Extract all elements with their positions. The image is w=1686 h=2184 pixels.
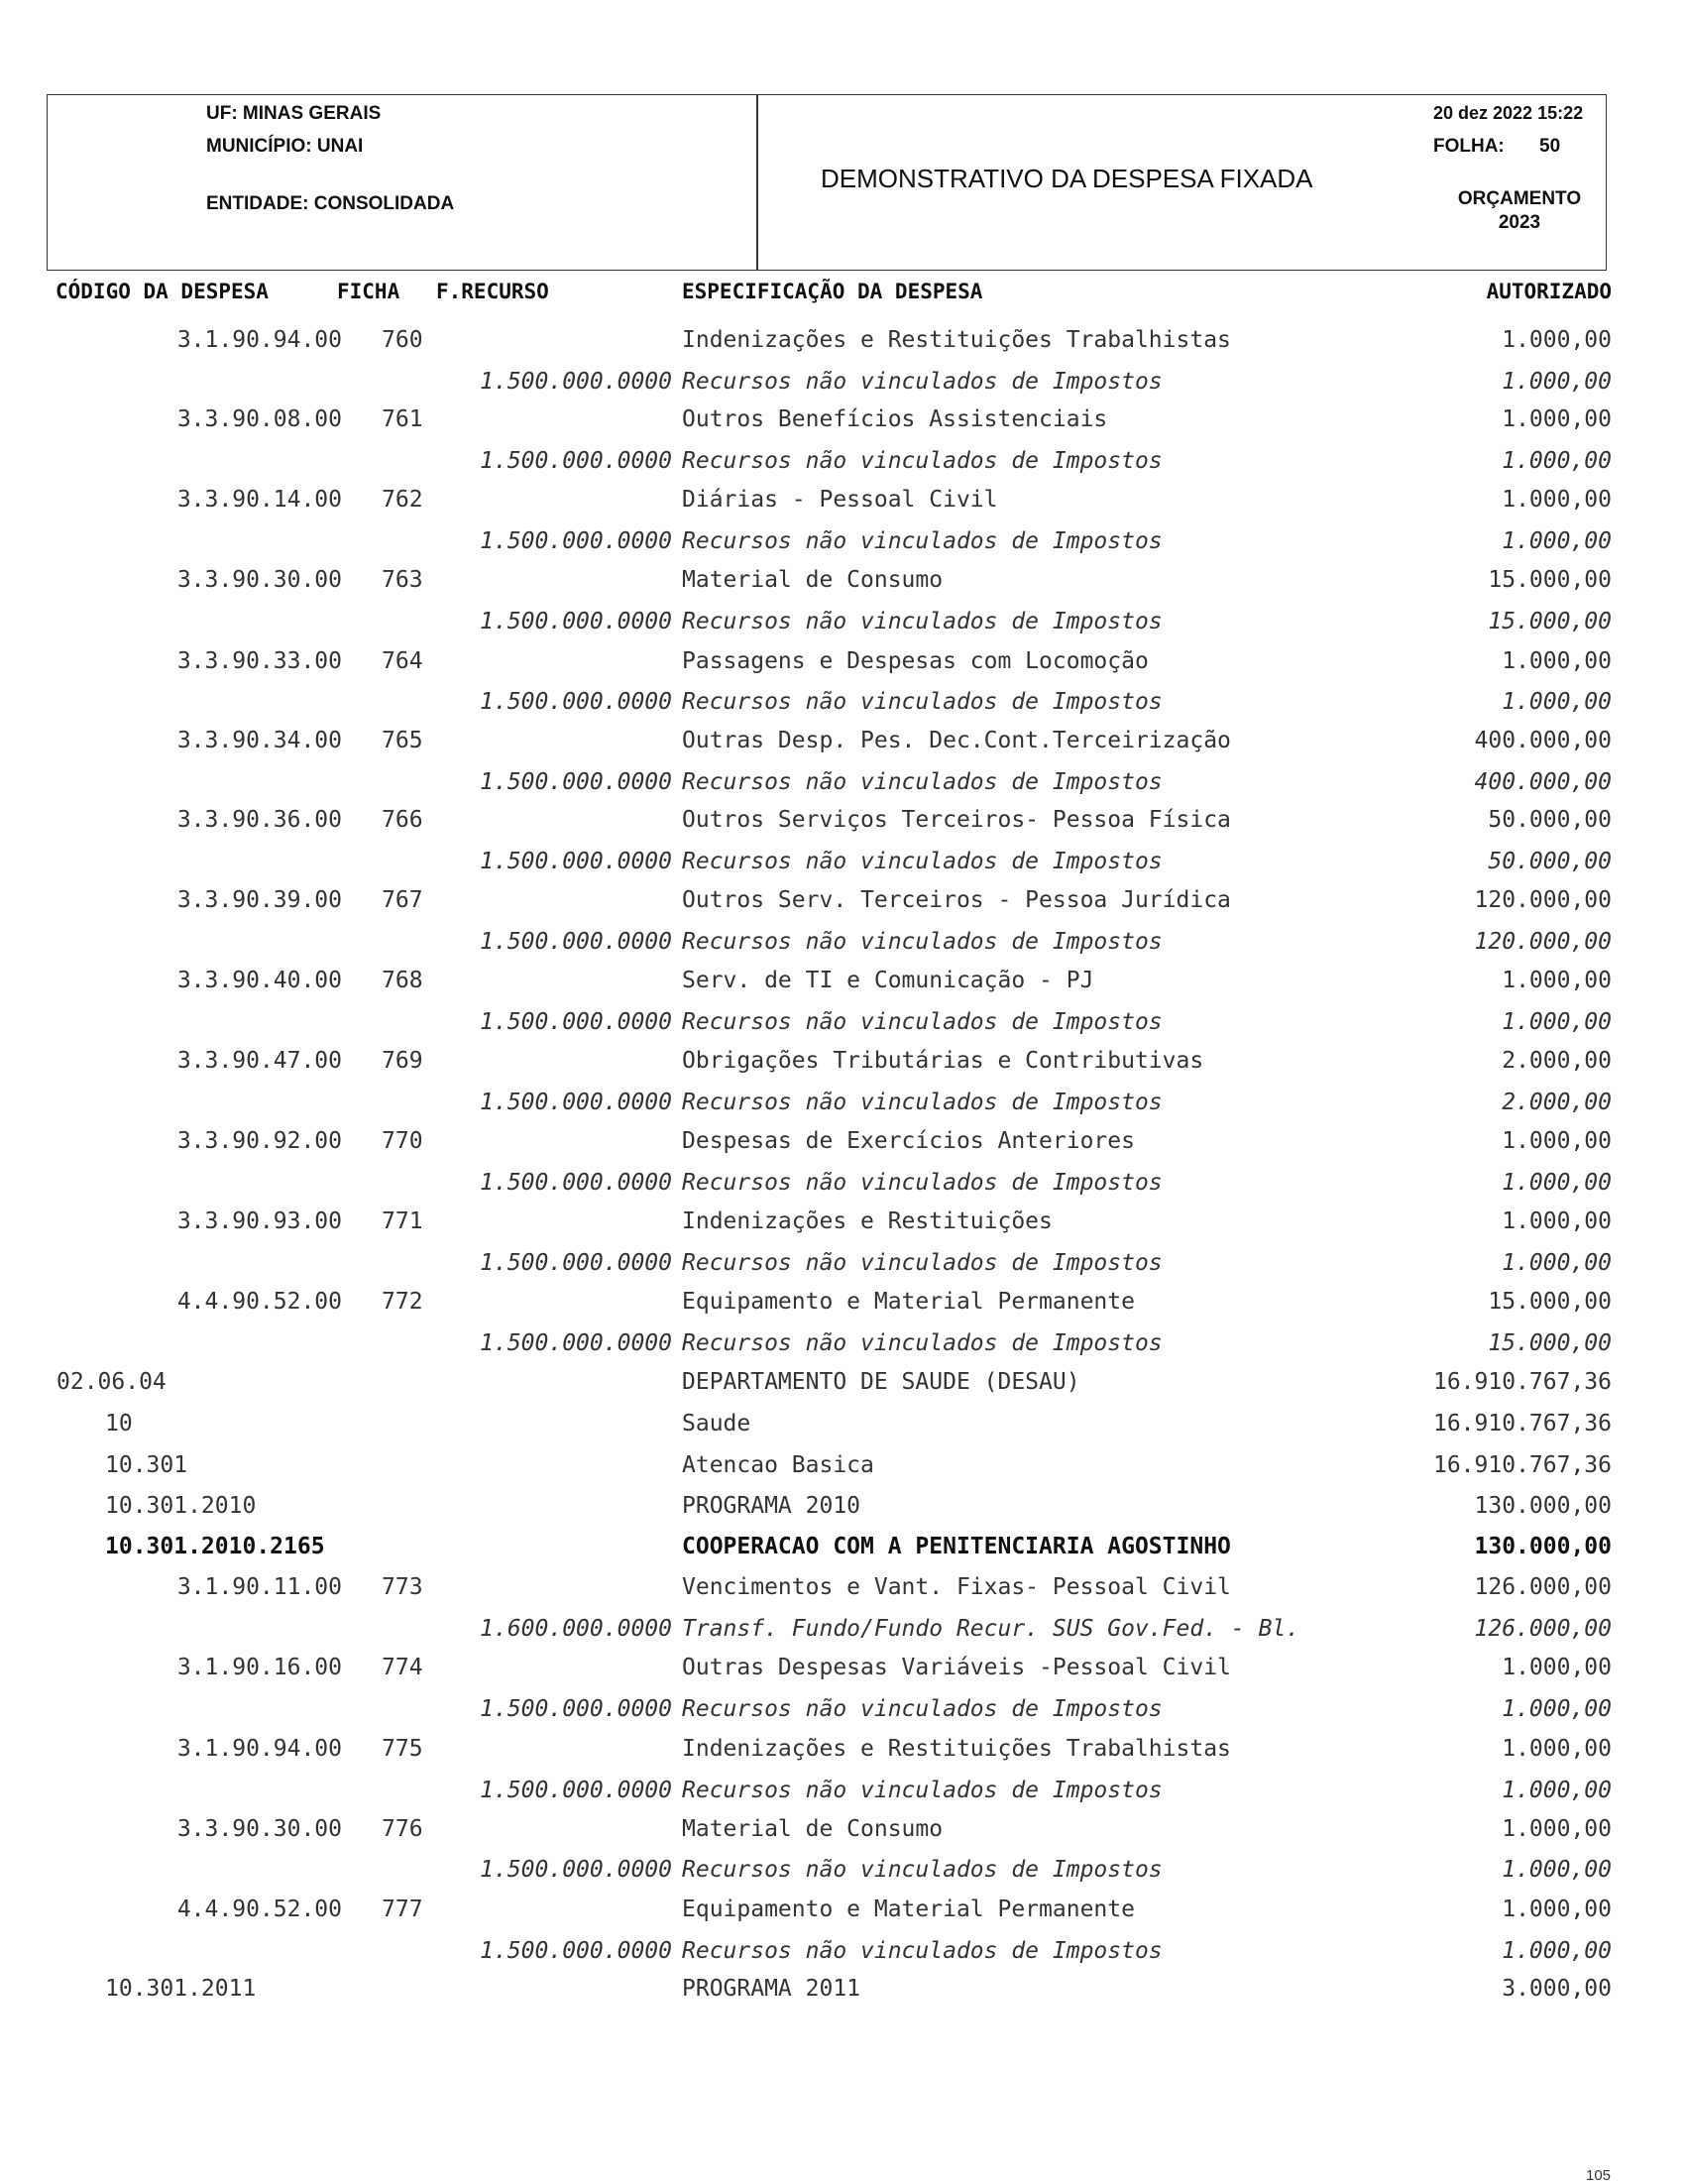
ficha-number: 767: [382, 887, 423, 913]
funding-source-code: 1.500.000.0000: [480, 1778, 672, 1803]
expense-code: 3.3.90.30.00: [176, 1816, 342, 1842]
funding-source-description: Recursos não vinculados de Impostos: [682, 929, 1163, 955]
expense-code: 3.3.90.34.00: [176, 728, 342, 753]
unit-row: [0, 1976, 1686, 2006]
funding-source-code: 1.500.000.0000: [480, 1009, 672, 1035]
funding-source-value: 1.000,00: [1502, 689, 1612, 715]
funding-source-description: Recursos não vinculados de Impostos: [682, 1090, 1163, 1115]
authorized-value: 1.000,00: [1502, 1736, 1612, 1762]
authorized-value: 2.000,00: [1502, 1048, 1612, 1074]
funding-source-description: Recursos não vinculados de Impostos: [682, 1250, 1163, 1276]
expense-item-row: [0, 887, 1686, 917]
authorized-value: 400.000,00: [1474, 728, 1612, 753]
expense-item-row: [0, 1048, 1686, 1078]
unit-description: PROGRAMA 2010: [682, 1493, 861, 1519]
expense-item-row: [0, 968, 1686, 997]
funding-source-description: Recursos não vinculados de Impostos: [682, 369, 1163, 395]
funding-source-code: 1.500.000.0000: [480, 1938, 672, 1964]
expense-item-row: [0, 327, 1686, 357]
expense-item-row: [0, 1289, 1686, 1319]
expense-description: Passagens e Despesas com Locomoção: [682, 648, 1149, 674]
funding-source-description: Recursos não vinculados de Impostos: [682, 528, 1163, 554]
expense-description: Outros Serv. Terceiros - Pessoa Jurídica: [682, 887, 1231, 913]
funding-source-row: [0, 929, 1686, 959]
ficha-number: 769: [382, 1048, 423, 1074]
ficha-number: 777: [382, 1897, 423, 1922]
funding-source-code: 1.500.000.0000: [480, 1090, 672, 1115]
page-number: 105: [1586, 2167, 1612, 2184]
unit-value: 130.000,00: [1474, 1534, 1612, 1559]
funding-source-description: Recursos não vinculados de Impostos: [682, 769, 1163, 795]
municipio-label: MUNICÍPIO: UNAI: [206, 136, 364, 157]
expense-code: 3.3.90.47.00: [176, 1048, 342, 1074]
authorized-value: 1.000,00: [1502, 1655, 1612, 1680]
funding-source-row: [0, 1938, 1686, 1968]
expense-code: 3.3.90.08.00: [176, 406, 342, 432]
unit-value: 130.000,00: [1474, 1493, 1612, 1519]
expense-code: 3.1.90.16.00: [176, 1655, 342, 1680]
funding-source-description: Recursos não vinculados de Impostos: [682, 609, 1163, 634]
expense-description: Diárias - Pessoal Civil: [682, 487, 998, 513]
authorized-value: 1.000,00: [1502, 406, 1612, 432]
expense-item-row: [0, 1736, 1686, 1766]
funding-source-row: [0, 1857, 1686, 1887]
expense-item-row: [0, 487, 1686, 517]
expense-description: Vencimentos e Vant. Fixas- Pessoal Civil: [682, 1574, 1231, 1600]
funding-source-description: Recursos não vinculados de Impostos: [682, 1696, 1163, 1722]
column-header-ficha: FICHA: [337, 280, 400, 303]
expense-code: 4.4.90.52.00: [176, 1289, 342, 1315]
funding-source-code: 1.500.000.0000: [480, 929, 672, 955]
funding-source-value: 50.000,00: [1488, 849, 1612, 874]
expense-description: Despesas de Exercícios Anteriores: [682, 1128, 1135, 1154]
expense-item-row: [0, 1208, 1686, 1238]
funding-source-code: 1.500.000.0000: [480, 1857, 672, 1883]
funding-source-row: [0, 448, 1686, 478]
expense-item-row: [0, 807, 1686, 837]
funding-source-description: Recursos não vinculados de Impostos: [682, 448, 1163, 474]
funding-source-row: [0, 1778, 1686, 1807]
report-title: DEMONSTRATIVO DA DESPESA FIXADA: [821, 164, 1313, 193]
funding-source-value: 1.000,00: [1502, 528, 1612, 554]
ficha-number: 771: [382, 1208, 423, 1234]
ficha-number: 773: [382, 1574, 423, 1600]
expense-description: Obrigações Tributárias e Contributivas: [682, 1048, 1204, 1074]
funding-source-row: [0, 1009, 1686, 1039]
funding-source-row: [0, 849, 1686, 878]
unit-row: [0, 1452, 1686, 1482]
expense-description: Serv. de TI e Comunicação - PJ: [682, 968, 1094, 993]
funding-source-code: 1.500.000.0000: [480, 689, 672, 715]
expense-description: Outras Despesas Variáveis -Pessoal Civil: [682, 1655, 1231, 1680]
expense-item-row: [0, 1574, 1686, 1604]
funding-source-value: 15.000,00: [1488, 609, 1612, 634]
funding-source-description: Transf. Fundo/Fundo Recur. SUS Gov.Fed. - Bl.: [682, 1616, 1300, 1642]
unit-value: 3.000,00: [1502, 1976, 1612, 2002]
expense-description: Indenizações e Restituições: [682, 1208, 1053, 1234]
uf-label: UF: MINAS GERAIS: [206, 103, 382, 124]
ficha-number: 765: [382, 728, 423, 753]
funding-source-code: 1.500.000.0000: [480, 849, 672, 874]
authorized-value: 1.000,00: [1502, 1208, 1612, 1234]
funding-source-code: 1.500.000.0000: [480, 1330, 672, 1356]
funding-source-description: Recursos não vinculados de Impostos: [682, 1857, 1163, 1883]
authorized-value: 15.000,00: [1488, 567, 1612, 593]
unit-code: 10.301: [105, 1452, 188, 1478]
funding-source-row: [0, 369, 1686, 399]
header-divider: [756, 95, 758, 270]
ficha-number: 762: [382, 487, 423, 513]
authorized-value: 1.000,00: [1502, 327, 1612, 353]
expense-description: Equipamento e Material Permanente: [682, 1897, 1135, 1922]
funding-source-description: Recursos não vinculados de Impostos: [682, 1170, 1163, 1196]
expense-code: 4.4.90.52.00: [176, 1897, 342, 1922]
funding-source-value: 120.000,00: [1474, 929, 1612, 955]
expense-code: 3.3.90.30.00: [176, 567, 342, 593]
ficha-number: 763: [382, 567, 423, 593]
funding-source-value: 1.000,00: [1502, 1250, 1612, 1276]
funding-source-description: Recursos não vinculados de Impostos: [682, 1778, 1163, 1803]
unit-description: Saude: [682, 1411, 751, 1437]
funding-source-code: 1.500.000.0000: [480, 1696, 672, 1722]
funding-source-value: 1.000,00: [1502, 1938, 1612, 1964]
action-row: [0, 1534, 1686, 1563]
funding-source-row: [0, 769, 1686, 799]
funding-source-value: 126.000,00: [1474, 1616, 1612, 1642]
column-header-especificacao: ESPECIFICAÇÃO DA DESPESA: [682, 280, 983, 303]
funding-source-row: [0, 1090, 1686, 1119]
funding-source-value: 1.000,00: [1502, 1696, 1612, 1722]
unit-code: 10.301.2010.2165: [105, 1534, 325, 1559]
unit-code: 10.301.2010: [105, 1493, 257, 1519]
funding-source-value: 1.000,00: [1502, 1009, 1612, 1035]
authorized-value: 1.000,00: [1502, 1816, 1612, 1842]
funding-source-code: 1.500.000.0000: [480, 769, 672, 795]
funding-source-code: 1.500.000.0000: [480, 528, 672, 554]
authorized-value: 1.000,00: [1502, 1897, 1612, 1922]
funding-source-value: 1.000,00: [1502, 448, 1612, 474]
expense-code: 3.3.90.92.00: [176, 1128, 342, 1154]
expense-description: Material de Consumo: [682, 567, 944, 593]
funding-source-value: 2.000,00: [1502, 1090, 1612, 1115]
unit-row: [0, 1411, 1686, 1440]
ficha-number: 764: [382, 648, 423, 674]
ficha-number: 768: [382, 968, 423, 993]
funding-source-code: 1.500.000.0000: [480, 609, 672, 634]
authorized-value: 50.000,00: [1488, 807, 1612, 833]
authorized-value: 1.000,00: [1502, 648, 1612, 674]
ficha-number: 766: [382, 807, 423, 833]
expense-item-row: [0, 728, 1686, 757]
unit-code: 02.06.04: [56, 1369, 167, 1395]
unit-value: 16.910.767,36: [1432, 1452, 1612, 1478]
ficha-number: 770: [382, 1128, 423, 1154]
unit-value: 16.910.767,36: [1432, 1411, 1612, 1437]
authorized-value: 15.000,00: [1488, 1289, 1612, 1315]
unit-description: Atencao Basica: [682, 1452, 874, 1478]
funding-source-row: [0, 1330, 1686, 1360]
expense-code: 3.3.90.14.00: [176, 487, 342, 513]
ficha-number: 760: [382, 327, 423, 353]
report-header: [47, 94, 1607, 271]
expense-description: Indenizações e Restituições Trabalhistas: [682, 1736, 1231, 1762]
folha-value: 50: [1539, 136, 1561, 157]
funding-source-value: 1.000,00: [1502, 1778, 1612, 1803]
report-datetime: 20 dez 2022 15:22: [1433, 103, 1584, 123]
unit-code: 10.301.2011: [105, 1976, 257, 2002]
funding-source-code: 1.500.000.0000: [480, 1170, 672, 1196]
funding-source-description: Recursos não vinculados de Impostos: [682, 1330, 1163, 1356]
funding-source-row: [0, 1696, 1686, 1726]
authorized-value: 120.000,00: [1474, 887, 1612, 913]
ficha-number: 775: [382, 1736, 423, 1762]
funding-source-value: 1.000,00: [1502, 369, 1612, 395]
funding-source-description: Recursos não vinculados de Impostos: [682, 1009, 1163, 1035]
expense-description: Outras Desp. Pes. Dec.Cont.Terceirização: [682, 728, 1231, 753]
funding-source-value: 1.000,00: [1502, 1857, 1612, 1883]
column-header-codigo: CÓDIGO DA DESPESA: [56, 280, 269, 303]
column-header-autorizado: AUTORIZADO: [1486, 280, 1612, 303]
unit-code: 10: [105, 1411, 133, 1437]
funding-source-row: [0, 1616, 1686, 1646]
ficha-number: 772: [382, 1289, 423, 1315]
unit-description: COOPERACAO COM A PENITENCIARIA AGOSTINHO: [682, 1534, 1231, 1559]
funding-source-value: 15.000,00: [1488, 1330, 1612, 1356]
expense-item-row: [0, 648, 1686, 678]
expense-item-row: [0, 406, 1686, 436]
expense-description: Outros Benefícios Assistenciais: [682, 406, 1108, 432]
funding-source-code: 1.600.000.0000: [480, 1616, 672, 1642]
ficha-number: 776: [382, 1816, 423, 1842]
funding-source-code: 1.500.000.0000: [480, 448, 672, 474]
expense-code: 3.3.90.36.00: [176, 807, 342, 833]
funding-source-description: Recursos não vinculados de Impostos: [682, 689, 1163, 715]
expense-description: Indenizações e Restituições Trabalhistas: [682, 327, 1231, 353]
authorized-value: 1.000,00: [1502, 487, 1612, 513]
funding-source-row: [0, 689, 1686, 719]
expense-description: Outros Serviços Terceiros- Pessoa Física: [682, 807, 1231, 833]
funding-source-row: [0, 609, 1686, 638]
unit-row: [0, 1493, 1686, 1523]
expense-item-row: [0, 1655, 1686, 1684]
unit-description: PROGRAMA 2011: [682, 1976, 861, 2002]
funding-source-description: Recursos não vinculados de Impostos: [682, 1938, 1163, 1964]
expense-code: 3.1.90.11.00: [176, 1574, 342, 1600]
unit-value: 16.910.767,36: [1432, 1369, 1612, 1395]
expense-code: 3.3.90.40.00: [176, 968, 342, 993]
funding-source-code: 1.500.000.0000: [480, 1250, 672, 1276]
ficha-number: 774: [382, 1655, 423, 1680]
expense-item-row: [0, 567, 1686, 597]
authorized-value: 126.000,00: [1474, 1574, 1612, 1600]
authorized-value: 1.000,00: [1502, 1128, 1612, 1154]
orcamento-label: ORÇAMENTO: [1457, 188, 1582, 209]
entidade-label: ENTIDADE: CONSOLIDADA: [206, 193, 455, 214]
folha-label: FOLHA:: [1433, 136, 1505, 157]
funding-source-row: [0, 1250, 1686, 1280]
unit-row: [0, 1369, 1686, 1399]
expense-code: 3.1.90.94.00: [176, 327, 342, 353]
funding-source-description: Recursos não vinculados de Impostos: [682, 849, 1163, 874]
unit-description: DEPARTAMENTO DE SAUDE (DESAU): [682, 1369, 1080, 1395]
authorized-value: 1.000,00: [1502, 968, 1612, 993]
funding-source-code: 1.500.000.0000: [480, 369, 672, 395]
ficha-number: 761: [382, 406, 423, 432]
expense-description: Equipamento e Material Permanente: [682, 1289, 1135, 1315]
expense-code: 3.1.90.94.00: [176, 1736, 342, 1762]
funding-source-row: [0, 528, 1686, 558]
column-header-recurso: F.RECURSO: [436, 280, 549, 303]
expense-code: 3.3.90.33.00: [176, 648, 342, 674]
funding-source-value: 400.000,00: [1474, 769, 1612, 795]
expense-code: 3.3.90.39.00: [176, 887, 342, 913]
expense-code: 3.3.90.93.00: [176, 1208, 342, 1234]
expense-item-row: [0, 1816, 1686, 1846]
expense-item-row: [0, 1897, 1686, 1926]
expense-description: Material de Consumo: [682, 1816, 944, 1842]
orcamento-year: 2023: [1498, 212, 1541, 233]
expense-item-row: [0, 1128, 1686, 1158]
funding-source-value: 1.000,00: [1502, 1170, 1612, 1196]
funding-source-row: [0, 1170, 1686, 1200]
